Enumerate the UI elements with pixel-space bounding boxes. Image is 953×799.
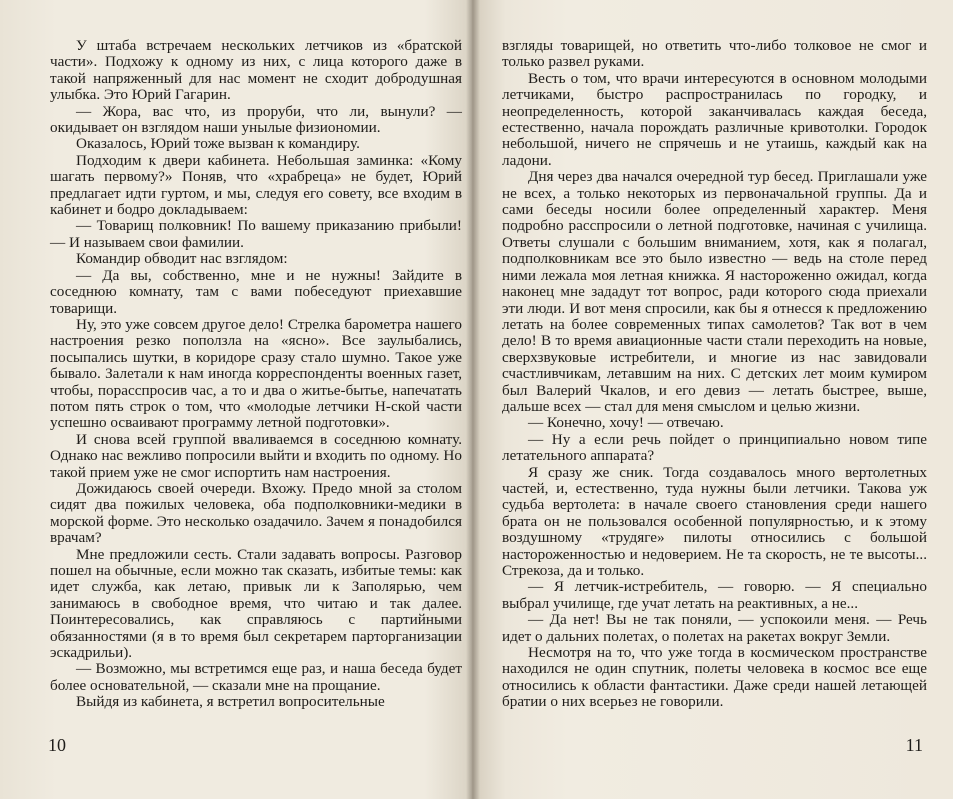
paragraph: — Конечно, хочу! — отвечаю.	[528, 414, 724, 432]
left-page	[0, 0, 472, 799]
left-page-body	[50, 38, 462, 711]
paragraph: взгляды товарищей, но ответить что-либо толковое не смог и только развел руками.	[502, 37, 927, 71]
paragraph: Дня через два начался очередной тур бесед. Приглашали уже не всех, а только некоторых из первоначальной группы. Да и сами беседы носили более определенный характер. Меня подробно расспросили о летной подготовке, начиная с училища. Ответы слушали с большим вниманием, хотя, как я полагал, подполковникам все это было известно — ведь на столе перед ними лежала моя летная книжка. Я настороженно ожидал, когда наконец мне зададут тот вопрос, ради которого сюда приехали эти люди. И вот меня спросили, как бы я отнесся к предложению летать на более современных типах самолетов? Так вот в чем дело! В то время авиационные части стали переходить на новые, сверхзвуковые истребители, и многие из нас завидовали счастливчикам, летавшим на них. С детских лет моим кумиром был Валерий Чкалов, и его девиз — летать быстрее, выше, дальше всех — стал для меня смыслом и целью жизни.	[502, 168, 927, 415]
paragraph: — Ну а если речь пойдет о принципиально новом типе летательного аппарата?	[502, 430, 927, 465]
paragraph: Несмотря на то, что уже тогда в космическом пространстве находился не один спутник, полеты человека в космос все еще относились к области фантастики. Даже среди нашей летающей братии о них всерьез не говорили.	[502, 644, 927, 711]
paragraph: У штаба встречаем нескольких летчиков из «братской части». Подхожу к одному из них, с лица которого даже в такой напряженный для нас момент не сходит добродушная улыбка. Это Юрий Гагарин.	[50, 37, 462, 104]
page-number: 10	[48, 734, 66, 755]
paragraph: Я сразу же сник. Тогда создавалось много вертолетных частей, и, естественно, туда нужны были летчики. Такова уж судьба вертолета: в начале своего становления среди нашего брата он не пользовался особенной популярностью, и к этому воздушному «трудяге» пилоты относились с большой настороженностью и недоверием. Не та скорость, не те высоты... Стрекоза, да и только.	[502, 463, 927, 579]
paragraph: И снова всей группой вваливаемся в соседнюю комнату. Однако нас вежливо попросили выйти и входить по одному. Но такой прием уже не смог испортить нам настроения.	[50, 430, 462, 481]
paragraph: — Да вы, собственно, мне и не нужны! Зайдите в соседнюю комнату, там с вами побеседуют приехавшие товарищи.	[50, 266, 462, 317]
paragraph: Оказалось, Юрий тоже вызван к командиру.	[76, 135, 360, 153]
paragraph: — Возможно, мы встретимся еще раз, и наша беседа будет более основательной, — сказали мне на прощание.	[50, 660, 462, 694]
paragraph: — Да нет! Вы не так поняли, — успокоили меня. — Речь идет о дальних полетах, о полетах на ракетах вокруг Земли.	[502, 611, 927, 645]
paragraph: Командир обводит нас взглядом:	[76, 250, 288, 268]
paragraph: Дожидаюсь своей очереди. Вхожу. Предо мной за столом сидят два пожилых человека, оба подполковники-медики в морской форме. Это несколько озадачило. Зачем я понадобился врачам?	[50, 479, 462, 547]
right-page	[472, 0, 953, 799]
paragraph: Весть о том, что врачи интересуются в основном молодыми летчиками, быстро распространилась по городку, и неопределенность, которой заканчивалась каждая беседа, естественно, начала порождать различные кривотолки. Городок небольшой, ничего не спрячешь и не утаишь, каждый как на ладони.	[502, 69, 927, 169]
paragraph: Ну, это уже совсем другое дело! Стрелка барометра нашего настроения резко поползла на «ясно». Все заулыбались, посыпались шутки, в коридоре сразу стало шумно. Такое уже бывало. Залетали к нам иногда корреспонденты военных газет, чтобы, порасспросив час, а то и два о житье-бытье, напечатать потом пять строк о том, что «молодые летчики Н-ской части успешно осваивают программу летной подготовки».	[50, 315, 462, 432]
paragraph: — Товарищ полковник! По вашему приказанию прибыли! — И называем свои фамилии.	[50, 217, 462, 251]
paragraph: — Жора, вас что, из проруби, что ли, вынули? — окидывает он взглядом наши унылые физиономии.	[50, 102, 462, 137]
paragraph: Выйдя из кабинета, я встретил вопросительные	[76, 693, 385, 711]
paragraph: — Я летчик-истребитель, — говорю. — Я специально выбрал училище, где учат летать на реактивных, а не...	[502, 578, 927, 612]
right-page-body	[502, 38, 927, 711]
paragraph: Подходим к двери кабинета. Небольшая заминка: «Кому шагать первому?» Поняв, что «храбреца» не будет, Юрий предлагает идти гуртом, и мы, следуя его совету, все входим в кабинет и бодро докладываем:	[50, 151, 462, 219]
paragraph: Мне предложили сесть. Стали задавать вопросы. Разговор пошел на обычные, если можно так сказать, избитые темы: как идет служба, как летаю, привык ли к Заполярью, чем занимаюсь в свободное время, что читаю и так далее. Поинтересовались, как справляюсь с партийными обязанностями (я в то время был секретарем парторганизации эскадрильи).	[50, 545, 462, 662]
page-number: 11	[905, 734, 923, 755]
